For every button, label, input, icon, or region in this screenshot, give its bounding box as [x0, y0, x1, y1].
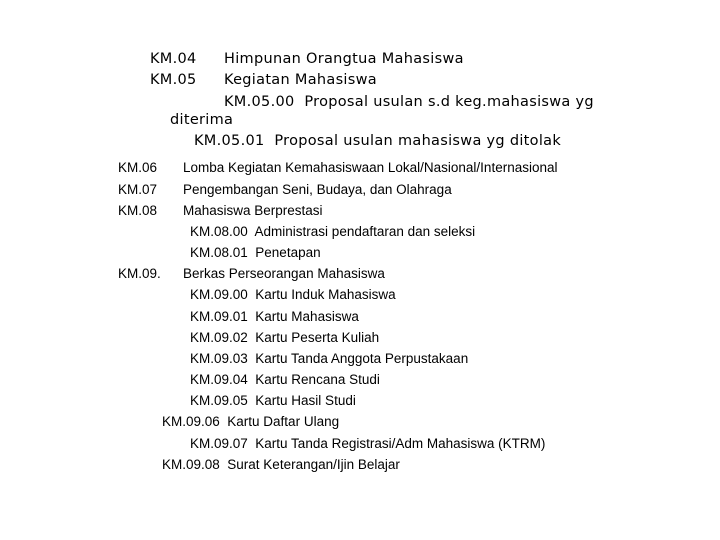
- label-km07: Pengembangan Seni, Budaya, dan Olahraga: [183, 182, 452, 197]
- sub-km0500: KM.05.00 Proposal usulan s.d keg.mahasiswa yg: [224, 94, 594, 110]
- sub-km0908: KM.09.08 Surat Keterangan/Ijin Belajar: [162, 457, 400, 472]
- code-km09: KM.09.: [118, 266, 161, 281]
- sub-km0907: KM.09.07 Kartu Tanda Registrasi/Adm Mahasiswa (KTRM): [190, 436, 546, 451]
- sub-km0501: KM.05.01 Proposal usulan mahasiswa yg ditolak: [194, 133, 562, 149]
- sub-km0801: KM.08.01 Penetapan: [190, 245, 321, 260]
- label-km05: Kegiatan Mahasiswa: [224, 72, 377, 88]
- code-km04: KM.04: [150, 51, 197, 67]
- sub-km0900: KM.09.00 Kartu Induk Mahasiswa: [190, 287, 396, 302]
- code-km08: KM.08: [118, 203, 158, 218]
- code-km05: KM.05: [150, 72, 197, 88]
- sub-km0500-cont: diterima: [170, 112, 234, 128]
- code-km06: KM.06: [118, 160, 158, 175]
- sub-km0902: KM.09.02 Kartu Peserta Kuliah: [190, 330, 380, 345]
- sub-km0904: KM.09.04 Kartu Rencana Studi: [190, 372, 380, 387]
- sub-km0905: KM.09.05 Kartu Hasil Studi: [190, 393, 356, 408]
- label-km09: Berkas Perseorangan Mahasiswa: [183, 266, 385, 281]
- sub-km0901: KM.09.01 Kartu Mahasiswa: [190, 309, 359, 324]
- sub-km0800: KM.08.00 Administrasi pendaftaran dan seleksi: [190, 224, 476, 239]
- sub-km0903: KM.09.03 Kartu Tanda Anggota Perpustakaan: [190, 351, 469, 366]
- label-km08: Mahasiswa Berprestasi: [183, 203, 323, 218]
- sub-km0906: KM.09.06 Kartu Daftar Ulang: [162, 414, 340, 429]
- label-km04: Himpunan Orangtua Mahasiswa: [224, 51, 464, 67]
- label-km06: Lomba Kegiatan Kemahasiswaan Lokal/Nasional/Internasional: [183, 160, 558, 175]
- code-km07: KM.07: [118, 182, 158, 197]
